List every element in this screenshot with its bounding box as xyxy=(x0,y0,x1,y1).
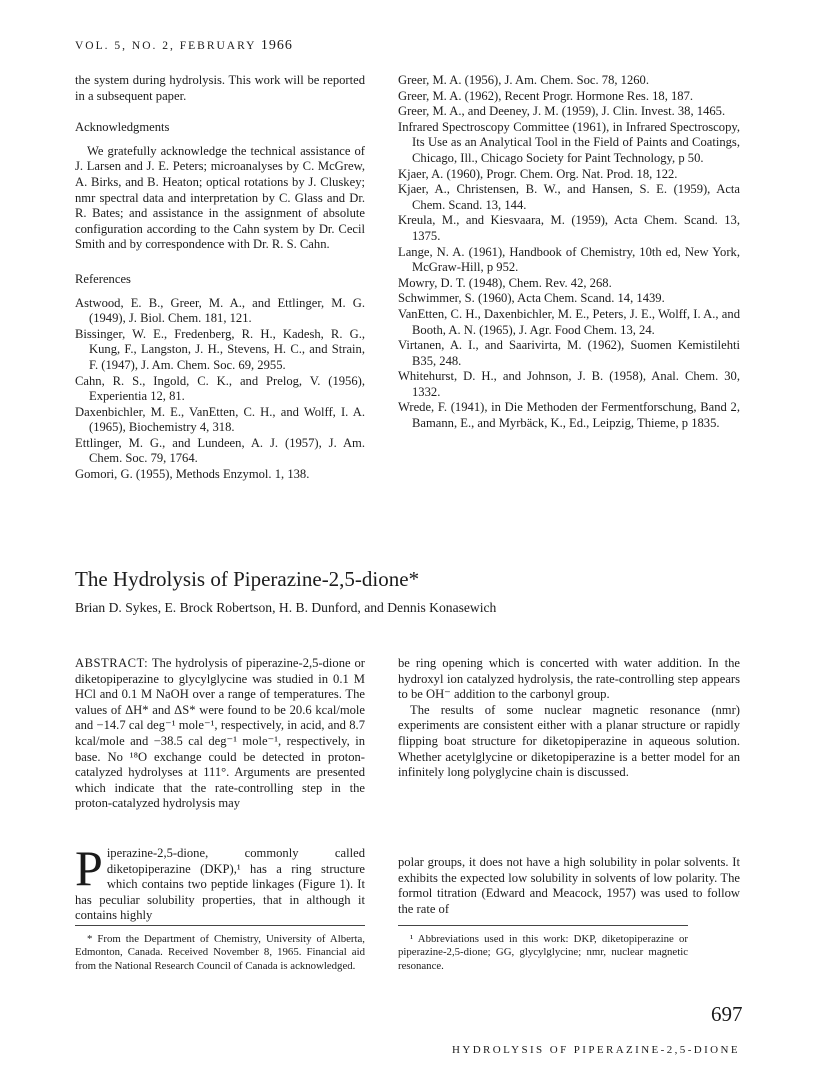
reference-item: VanEtten, C. H., Daxenbichler, M. E., Peters, J. E., Wolff, I. A., and Booth, A. N. (1965), J. Agr. Food Chem. 13, 24. xyxy=(398,306,740,337)
body-text-left: iperazine-2,5-dione, commonly called diketopiperazine (DKP),¹ has a ring structure which contains two peptide linkages (Figure 1). It has peculiar solubility properties, that in although it contains highly xyxy=(75,846,365,923)
abstract-text-right-2: The results of some nuclear magnetic resonance (nmr) experiments are consistent either with a planar structure or rapidly flipping boat structure for diketopiperazine in aqueous solution. Whether acetylglycine or diketopiperazine is a better model for an infinitely long polyglycine chain is discussed. xyxy=(398,702,740,780)
references-heading: References xyxy=(75,271,131,286)
footnote-right: ¹ Abbreviations used in this work: DKP, diketopiperazine or piperazine-2,5-dione; GG, glycylglycine; nmr, nuclear magnetic resonance. xyxy=(398,933,688,972)
abstract-text-right-1: be ring opening which is concerted with water addition. In the hydroxyl ion catalyzed hydrolysis, the rate-controlling step appears to be OH⁻ addition to the carbonyl group. xyxy=(398,656,740,702)
acknowledgments-heading: Acknowledgments xyxy=(75,120,170,135)
running-foot: HYDROLYSIS OF PIPERAZINE-2,5-DIONE xyxy=(452,1044,740,1056)
body-text-right: polar groups, it does not have a high solubility in polar solvents. It exhibits the expected low solubility in solvents of low polarity. The formol titration (Edward and Meacock, 1957) was used to follow the rate of xyxy=(398,855,740,916)
reference-item: Kjaer, A., Christensen, B. W., and Hansen, S. E. (1959), Acta Chem. Scand. 13, 144. xyxy=(398,182,740,212)
reference-item: Bissinger, W. E., Fredenberg, R. H., Kadesh, R. G., Kung, F., Langston, J. H., Stevens, H. C., and Strain, F. (1947), J. Am. Chem. Soc. 69, 2955. xyxy=(75,326,365,372)
body-right xyxy=(398,855,740,917)
continuation-text: the system during hydrolysis. This work will be reported in a subsequent paper. xyxy=(75,73,365,103)
reference-list-left xyxy=(75,296,365,483)
running-head-year: 1966 xyxy=(260,38,293,53)
reference-item: Infrared Spectroscopy Committee (1961), in Infrared Spectroscopy, Its Use as an Analytical Tool in the Field of Paints and Coatings, Chicago, Ill., Chicago Society for Paint Technology, p 50. xyxy=(398,119,740,165)
reference-item: Astwood, E. B., Greer, M. A., and Ettlinger, M. G. (1949), J. Biol. Chem. 181, 121. xyxy=(75,295,365,326)
footnote-left: * From the Department of Chemistry, University of Alberta, Edmonton, Canada. Received November 8, 1965. Financial aid from the National Research Council of Canada is acknowledged. xyxy=(75,933,365,972)
abstract-left xyxy=(75,656,365,812)
footnote-rule-left xyxy=(75,925,365,926)
left-column xyxy=(75,73,365,483)
reference-item: Mowry, D. T. (1948), Chem. Rev. 42, 268. xyxy=(398,275,612,290)
body-left xyxy=(75,840,365,924)
reference-item: Daxenbichler, M. E., VanEtten, C. H., and Wolff, I. A. (1965), Biochemistry 4, 318. xyxy=(75,404,365,435)
abstract-label: ABSTRACT: xyxy=(75,656,149,670)
reference-item: Greer, M. A., and Deeney, J. M. (1959), J. Clin. Invest. 38, 1465. xyxy=(398,104,726,119)
reference-item: Gomori, G. (1955), Methods Enzymol. 1, 138. xyxy=(75,467,310,482)
reference-item: Wrede, F. (1941), in Die Methoden der Fermentforschung, Band 2, Bamann, E., and Myrbäck, K., Ed., Leipzig, Thieme, p 1835. xyxy=(398,400,740,431)
page-number: 697 xyxy=(711,1002,743,1026)
reference-item: Virtanen, A. I., and Saarivirta, M. (1962), Suomen Kemistilehti B35, 248. xyxy=(398,338,740,368)
drop-cap: P xyxy=(75,840,103,896)
reference-item: Cahn, R. S., Ingold, C. K., and Prelog, V. (1956), Experientia 12, 81. xyxy=(75,373,365,404)
article-title: The Hydrolysis of Piperazine-2,5-dione* xyxy=(75,567,420,591)
reference-item: Ettlinger, M. G., and Lundeen, A. J. (1957), J. Am. Chem. Soc. 79, 1764. xyxy=(75,435,365,466)
running-head: VOL. 5, NO. 2, FEBRUARY 1966 xyxy=(75,38,293,53)
reference-item: Schwimmer, S. (1960), Acta Chem. Scand. 14, 1439. xyxy=(398,291,665,306)
article-authors: Brian D. Sykes, E. Brock Robertson, H. B. Dunford, and Dennis Konasewich xyxy=(75,600,497,615)
reference-item: Greer, M. A. (1956), J. Am. Chem. Soc. 78, 1260. xyxy=(398,73,650,87)
reference-list-right xyxy=(398,73,740,432)
reference-item: Lange, N. A. (1961), Handbook of Chemistry, 10th ed, New York, McGraw-Hill, p 952. xyxy=(398,244,740,275)
acknowledgments-text: We gratefully acknowledge the technical assistance of J. Larsen and J. E. Peters; microanalyses by C. McGrew, A. Birks, and B. Heaton; optical rotations by J. Cluskey; nmr spectral data and interpretation by C. Glass and Dr. R. Bates; and assistance in the assignment of absolute configuration according to the Cahn system by Dr. Cecil Smith and by correspondence with Dr. R. S. Cahn. xyxy=(75,143,365,252)
footnote-rule-right xyxy=(398,925,688,926)
reference-item: Kreula, M., and Kiesvaara, M. (1959), Acta Chem. Scand. 13, 1375. xyxy=(398,213,740,243)
reference-item: Whitehurst, D. H., and Johnson, J. B. (1958), Anal. Chem. 30, 1332. xyxy=(398,369,740,399)
abstract-right xyxy=(398,656,740,781)
abstract-text-left: The hydrolysis of piperazine-2,5-dione or diketopiperazine to glycylglycine was studied in 0.1 M HCl and 0.1 M NaOH over a range of temperatures. The values of ΔH* and ΔS* were found to be 20.6 kcal/mole and −14.7 cal deg⁻¹ mole⁻¹, respectively, in acid, and 8.7 kcal/mole and −38.5 cal deg⁻¹ mole⁻¹, respectively, in base. No ¹⁸O exchange could be detected in proton-catalyzed hydrolyses at 111°. Arguments are presented which indicate that the rate-controlling step in the proton-catalyzed hydrolysis may xyxy=(75,656,365,811)
reference-item: Kjaer, A. (1960), Progr. Chem. Org. Nat. Prod. 18, 122. xyxy=(398,166,678,181)
reference-item: Greer, M. A. (1962), Recent Progr. Hormone Res. 18, 187. xyxy=(398,88,694,103)
